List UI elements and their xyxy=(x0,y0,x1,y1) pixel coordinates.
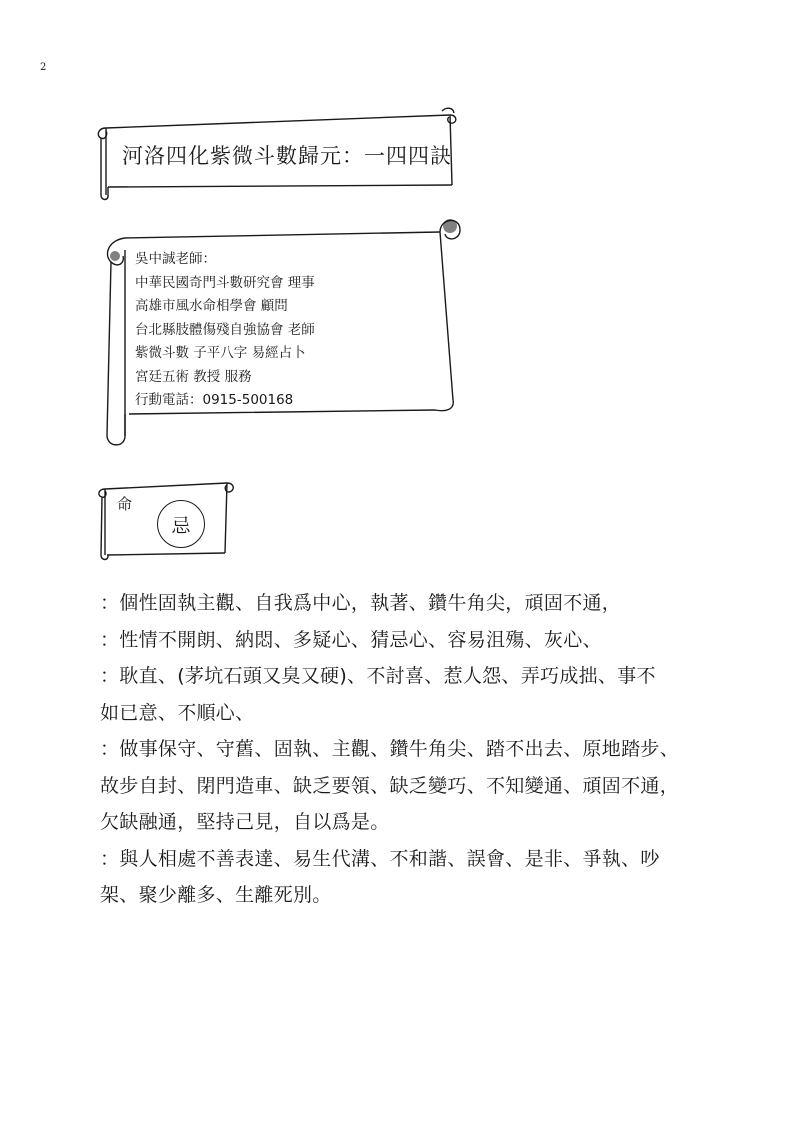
body-line: 架、聚少離多、生離死別。 xyxy=(100,884,332,906)
ji-circle-mark xyxy=(157,500,205,548)
body-line: 欠缺融通，堅持己見，自以爲是。 xyxy=(100,811,390,833)
teacher-title-line: 台北縣肢體傷殘自強協會 老師 xyxy=(135,321,315,338)
teacher-services-line: 紫微斗數 子平八字 易經占卜 xyxy=(135,345,306,361)
body-line: ：個性固執主觀、自我爲中心，執著、鑽牛角尖，頑固不通， xyxy=(100,592,622,614)
body-text xyxy=(100,585,700,914)
teacher-phone: 行動電話：0915-500168 xyxy=(135,392,294,408)
body-line: ：做事保守、守舊、固執、主觀、鑽牛角尖、踏不出去、原地踏步、 xyxy=(100,738,680,760)
teacher-name: 吳中誠老師： xyxy=(135,251,216,267)
palace-label: 命 xyxy=(117,495,133,513)
body-line: ：性情不開朗、納悶、多疑心、猜忌心、容易沮殤、灰心、 xyxy=(100,628,602,651)
document-title: 河洛四化紫微斗數歸元：一四四訣 xyxy=(122,144,452,168)
page-number: 2 xyxy=(40,62,47,73)
body-line: ：耿直、(茅坑石頭又臭又硬)、不討喜、惹人怨、弄巧成拙、事不 xyxy=(100,665,656,687)
ji-circle-char: 忌 xyxy=(171,514,191,537)
teacher-info xyxy=(135,248,315,413)
teacher-title-line: 高雄市風水命相學會 顧問 xyxy=(135,298,288,314)
teacher-services-line: 宮廷五術 教授 服務 xyxy=(135,368,252,385)
body-line: 如已意、不順心、 xyxy=(100,701,255,724)
body-line: ：與人相處不善表達、易生代溝、不和諧、誤會、是非、爭執、吵 xyxy=(100,847,660,870)
teacher-title-line: 中華民國奇門斗數研究會 理事 xyxy=(135,274,315,291)
body-line: 故步自封、閉門造車、缺乏要領、缺乏變巧、不知變通、頑固不通， xyxy=(100,774,680,797)
